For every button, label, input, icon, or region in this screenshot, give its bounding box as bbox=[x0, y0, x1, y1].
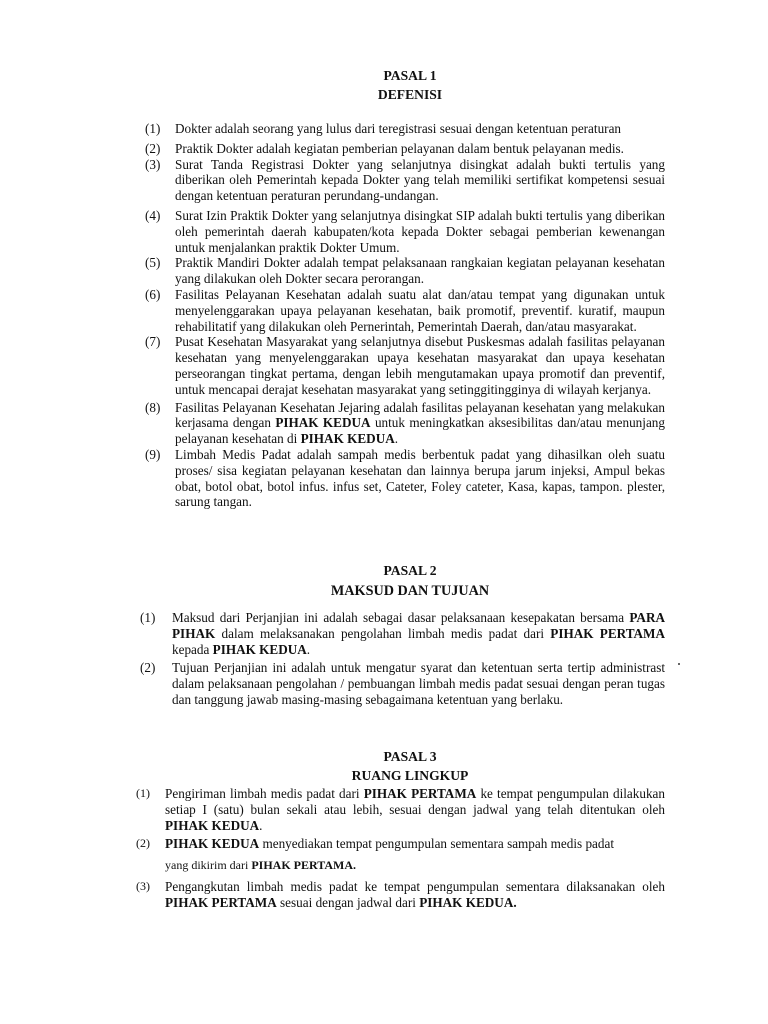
pasal-1-list bbox=[145, 121, 665, 510]
clause-body bbox=[175, 400, 665, 447]
bold-term: PIHAK PERTAMA bbox=[363, 786, 477, 801]
bold-term: PIHAK KEDUA bbox=[275, 415, 371, 431]
pasal-3-list bbox=[136, 786, 665, 911]
clause-body bbox=[175, 334, 665, 397]
clause-number: (2) bbox=[140, 660, 156, 676]
clause-item bbox=[145, 287, 665, 334]
clause-item bbox=[145, 157, 665, 204]
pasal-2-subtitle: MAKSUD DAN TUJUAN bbox=[330, 583, 490, 599]
bold-term: PIHAK KEDUA bbox=[165, 817, 260, 833]
clause-body bbox=[172, 660, 665, 707]
clause-body bbox=[165, 879, 665, 911]
clause-item bbox=[136, 836, 665, 874]
clause-text: sesuai dengan jadwal dari bbox=[276, 894, 420, 910]
clause-number: (1) bbox=[136, 786, 150, 800]
clause-text: Surat Izin Praktik Dokter yang selanjutnya disingkat SIP adalah bukti tertulis yang diberikan oleh pemerintah daerah kabupaten/kota kepada Dokter sebagai pemberian kewenangan untuk menjalankan praktik Dokter Umum. bbox=[175, 207, 665, 255]
clause-number: (7) bbox=[145, 334, 161, 350]
bold-term: PIHAK KEDUA bbox=[165, 836, 260, 852]
clause-text: Surat Tanda Registrasi Dokter yang selanjutnya disingkat adalah bukti tertulis yang diberikan oleh Pemerintah kepada Dokter yang telah memiliki sertifikat kompetensi sesuai dengan ketentuan peraturan perundang-undangan. bbox=[175, 156, 665, 204]
clause-item bbox=[145, 141, 665, 157]
bold-term: PIHAK PERTAMA bbox=[165, 894, 277, 910]
clause-text: . bbox=[394, 431, 399, 447]
clause-text: Maksud dari Perjanjian ini adalah sebagai dasar pelaksanaan kesepakatan bersama bbox=[172, 610, 630, 625]
clause-text: ke tempat pengumpulan dilakukan setiap I (satu) bulan sekali atau lebih, sesuai dengan jadwal yang telah ditentukan oleh bbox=[165, 786, 665, 817]
clause-text: Fasilitas Pelayanan Kesehatan adalah suatu alat dan/atau tempat yang digunakan untuk menyelenggarakan upaya pelayanan kesehatan, baik promotif, preventif. kuratif, maupun rehabilitatif yang dilakukan oleh Pernerintah, Pemerintah Daerah, dan/atau masyarakat. bbox=[175, 286, 665, 334]
clause-number: (2) bbox=[145, 140, 161, 156]
clause-number: (3) bbox=[145, 156, 161, 172]
clause-text: Praktik Mandiri Dokter adalah tempat pelaksanaan rangkaian kegiatan pelayanan kesehatan yang dilakukan oleh Dokter secara perorangan. bbox=[175, 255, 665, 287]
clause-body bbox=[175, 121, 665, 137]
clause-text: Fasilitas Pelayanan Kesehatan Jejaring adalah fasilitas pelayanan kesehatan yang melakukan kerjasama dengan bbox=[175, 399, 665, 431]
clause-text: kepada bbox=[172, 641, 213, 657]
clause-item bbox=[140, 610, 665, 657]
clause-number: (4) bbox=[145, 207, 161, 223]
clause-text: menyediakan tempat pengumpulan sementara sampah medis padat bbox=[259, 836, 615, 852]
clause-number: (5) bbox=[145, 255, 161, 271]
scan-dot bbox=[678, 663, 680, 665]
clause-item bbox=[136, 786, 665, 833]
clause-body bbox=[175, 141, 665, 157]
clause-text: Pengangkutan limbah medis padat ke tempat pengumpulan sementara dilaksanakan oleh bbox=[165, 878, 665, 894]
bold-term: PIHAK KEDUA bbox=[212, 641, 307, 657]
clause-number: (2) bbox=[136, 836, 150, 851]
clause-text: Tujuan Perjanjian ini adalah untuk mengatur syarat dan ketentuan serta tertip administrast dalam pelaksanaan pengolahan / pembuangan limbah medis padat sesuai dengan peran tugas dan tanggung jawab masing-masing sebagaimana ketentuan yang berlaku. bbox=[172, 660, 665, 707]
bold-term: PIHAK KEDUA. bbox=[419, 894, 517, 910]
clause-item bbox=[145, 208, 665, 255]
pasal-3-items bbox=[136, 786, 665, 911]
clause-body bbox=[165, 786, 665, 833]
clause-number: (3) bbox=[136, 878, 150, 893]
clause-item bbox=[140, 660, 665, 707]
pasal-2-heading bbox=[150, 561, 670, 602]
pasal-2-list bbox=[140, 610, 665, 708]
pasal-1-items bbox=[145, 121, 665, 510]
bold-term: PIHAK PERTAMA bbox=[550, 625, 665, 641]
clause-item bbox=[136, 879, 665, 911]
clause-text: Limbah Medis Padat adalah sampah medis berbentuk padat yang dihasilkan oleh suatu proses/ sisa kegiatan pelayanan kesehatan dan lainnya berupa jarum injeksi, Ampul bekas obat, botol obat, botol infus. infus set, Cateter, Foley cateter, Kasa, kapas, tampon. plester, sarung tangan. bbox=[175, 446, 665, 510]
clause-body bbox=[165, 836, 665, 852]
pasal-3-heading bbox=[150, 747, 670, 785]
clause-number: (1) bbox=[140, 610, 156, 625]
clause-text: dalam melaksanakan pengolahan limbah medis padat dari bbox=[215, 625, 551, 641]
pasal-2-items bbox=[140, 610, 665, 708]
bold-term: PIHAK KEDUA bbox=[300, 431, 395, 447]
clause-text: Pengiriman limbah medis padat dari bbox=[165, 786, 364, 801]
clause-number: (8) bbox=[145, 399, 161, 415]
clause-text: Praktik Dokter adalah kegiatan pemberian pelayanan dalam bentuk pelayanan medis. bbox=[175, 140, 624, 156]
bold-term: PARA PIHAK bbox=[172, 610, 665, 641]
clause-text: . bbox=[306, 641, 311, 657]
clause-body bbox=[172, 610, 665, 657]
pasal-2-title: PASAL 2 bbox=[383, 563, 437, 578]
clause-text: Pusat Kesehatan Masyarakat yang selanjutnya disebut Puskesmas adalah fasilitas pelayanan kesehatan yang menyelenggarakan upaya kesehatan masyarakat dan upaya kesehatan perseorangan tingkat pertama, dengan lebih mengutamakan upaya promotif dan preventif, untuk mencapai derajat kesehatan masyarakat yang setinggitingginya di wilayah kerjanya. bbox=[175, 334, 665, 397]
clause-body bbox=[175, 208, 665, 255]
clause-number: (9) bbox=[145, 446, 161, 462]
clause-text: . bbox=[259, 817, 263, 833]
bold-term: PIHAK PERTAMA. bbox=[251, 858, 357, 873]
clause-body bbox=[175, 255, 665, 287]
clause-body-continuation bbox=[165, 858, 665, 874]
pasal-1-subtitle: DEFENISI bbox=[377, 87, 443, 102]
clause-item bbox=[145, 447, 665, 510]
clause-text: Dokter adalah seorang yang lulus dari teregistrasi sesuai dengan ketentuan peraturan bbox=[175, 121, 622, 136]
pasal-3-title: PASAL 3 bbox=[383, 749, 437, 764]
clause-number: (1) bbox=[145, 121, 161, 136]
clause-text: untuk meningkatkan aksesibilitas dan/atau menunjang pelayanan kesehatan di bbox=[175, 415, 665, 447]
pasal-3-subtitle: RUANG LINGKUP bbox=[351, 768, 469, 783]
clause-item bbox=[145, 334, 665, 397]
clause-number: (6) bbox=[145, 286, 161, 302]
clause-item bbox=[145, 255, 665, 287]
clause-body bbox=[175, 447, 665, 510]
clause-body bbox=[175, 157, 665, 204]
clause-text: yang dikirim dari bbox=[165, 858, 252, 873]
clause-item bbox=[145, 121, 665, 137]
clause-body bbox=[175, 287, 665, 334]
clause-item bbox=[145, 400, 665, 447]
pasal-1-title: PASAL 1 bbox=[383, 68, 437, 83]
pasal-1-heading bbox=[150, 66, 670, 104]
